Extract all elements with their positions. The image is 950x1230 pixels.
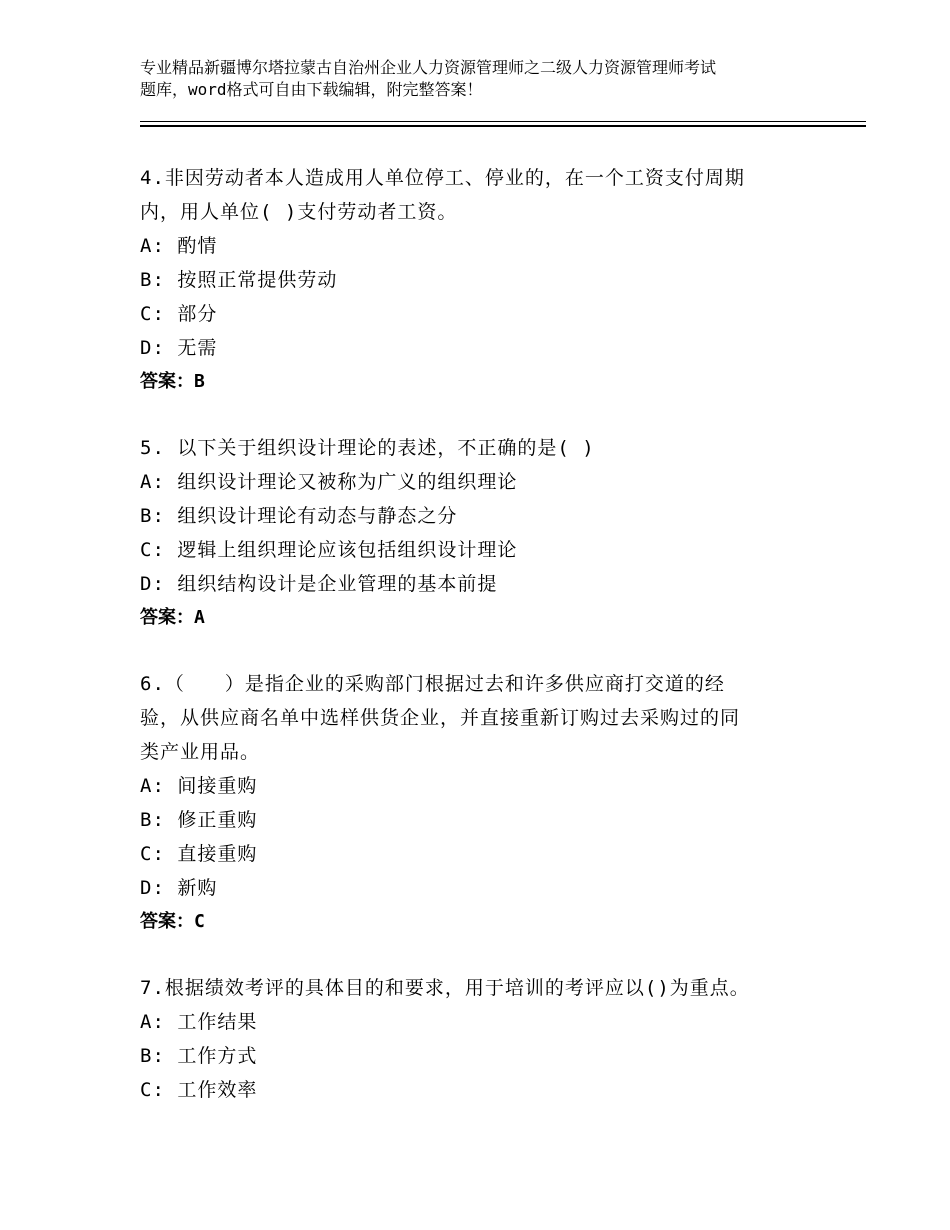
question-6	[140, 667, 840, 939]
answer	[140, 601, 840, 635]
option-c: C: 直接重购	[140, 843, 258, 865]
answer-value: A	[194, 607, 205, 628]
question-text-line: 7.根据绩效考评的具体目的和要求，用于培训的考评应以()为重点。	[140, 977, 750, 999]
answer-value: C	[194, 911, 205, 932]
question-text-line: 5. 以下关于组织设计理论的表述，不正确的是( )	[140, 437, 595, 459]
option-a: A: 酌情	[140, 235, 218, 257]
header-line-2: 题库，word格式可自由下载编辑，附完整答案！	[140, 80, 483, 99]
option-c: C: 工作效率	[140, 1079, 258, 1101]
option-b: B: 按照正常提供劳动	[140, 269, 338, 291]
question-4	[140, 161, 840, 399]
option-b: B: 组织设计理论有动态与静态之分	[140, 505, 458, 527]
answer-label: 答案：	[140, 607, 194, 628]
answer	[140, 905, 840, 939]
option-a: A: 组织设计理论又被称为广义的组织理论	[140, 471, 518, 493]
option-b: B: 修正重购	[140, 809, 258, 831]
question-7	[140, 971, 840, 1107]
document-header	[140, 57, 830, 101]
answer-label: 答案：	[140, 371, 194, 392]
answer	[140, 365, 840, 399]
option-d: D: 新购	[140, 877, 218, 899]
question-text-line: 类产业用品。	[140, 741, 261, 763]
question-list	[140, 161, 840, 1139]
question-text-line: 验，从供应商名单中选样供货企业，并直接重新订购过去采购过的同	[140, 707, 741, 729]
question-text-line: 4.非因劳动者本人造成用人单位停工、停业的，在一个工资支付周期	[140, 167, 745, 189]
option-c: C: 逻辑上组织理论应该包括组织设计理论	[140, 539, 518, 561]
option-a: A: 工作结果	[140, 1011, 258, 1033]
option-a: A: 间接重购	[140, 775, 258, 797]
header-divider-thick	[140, 125, 866, 127]
header-line-1: 专业精品新疆博尔塔拉蒙古自治州企业人力资源管理师之二级人力资源管理师考试	[140, 58, 717, 77]
answer-value: B	[194, 371, 205, 392]
question-5	[140, 431, 840, 635]
header-divider-thin	[140, 121, 866, 122]
option-d: D: 无需	[140, 337, 218, 359]
option-d: D: 组织结构设计是企业管理的基本前提	[140, 573, 498, 595]
option-b: B: 工作方式	[140, 1045, 258, 1067]
question-text-line: 6.（ ）是指企业的采购部门根据过去和许多供应商打交道的经	[140, 673, 725, 695]
answer-label: 答案：	[140, 911, 194, 932]
option-c: C: 部分	[140, 303, 218, 325]
question-text-line: 内，用人单位( )支付劳动者工资。	[140, 201, 458, 223]
